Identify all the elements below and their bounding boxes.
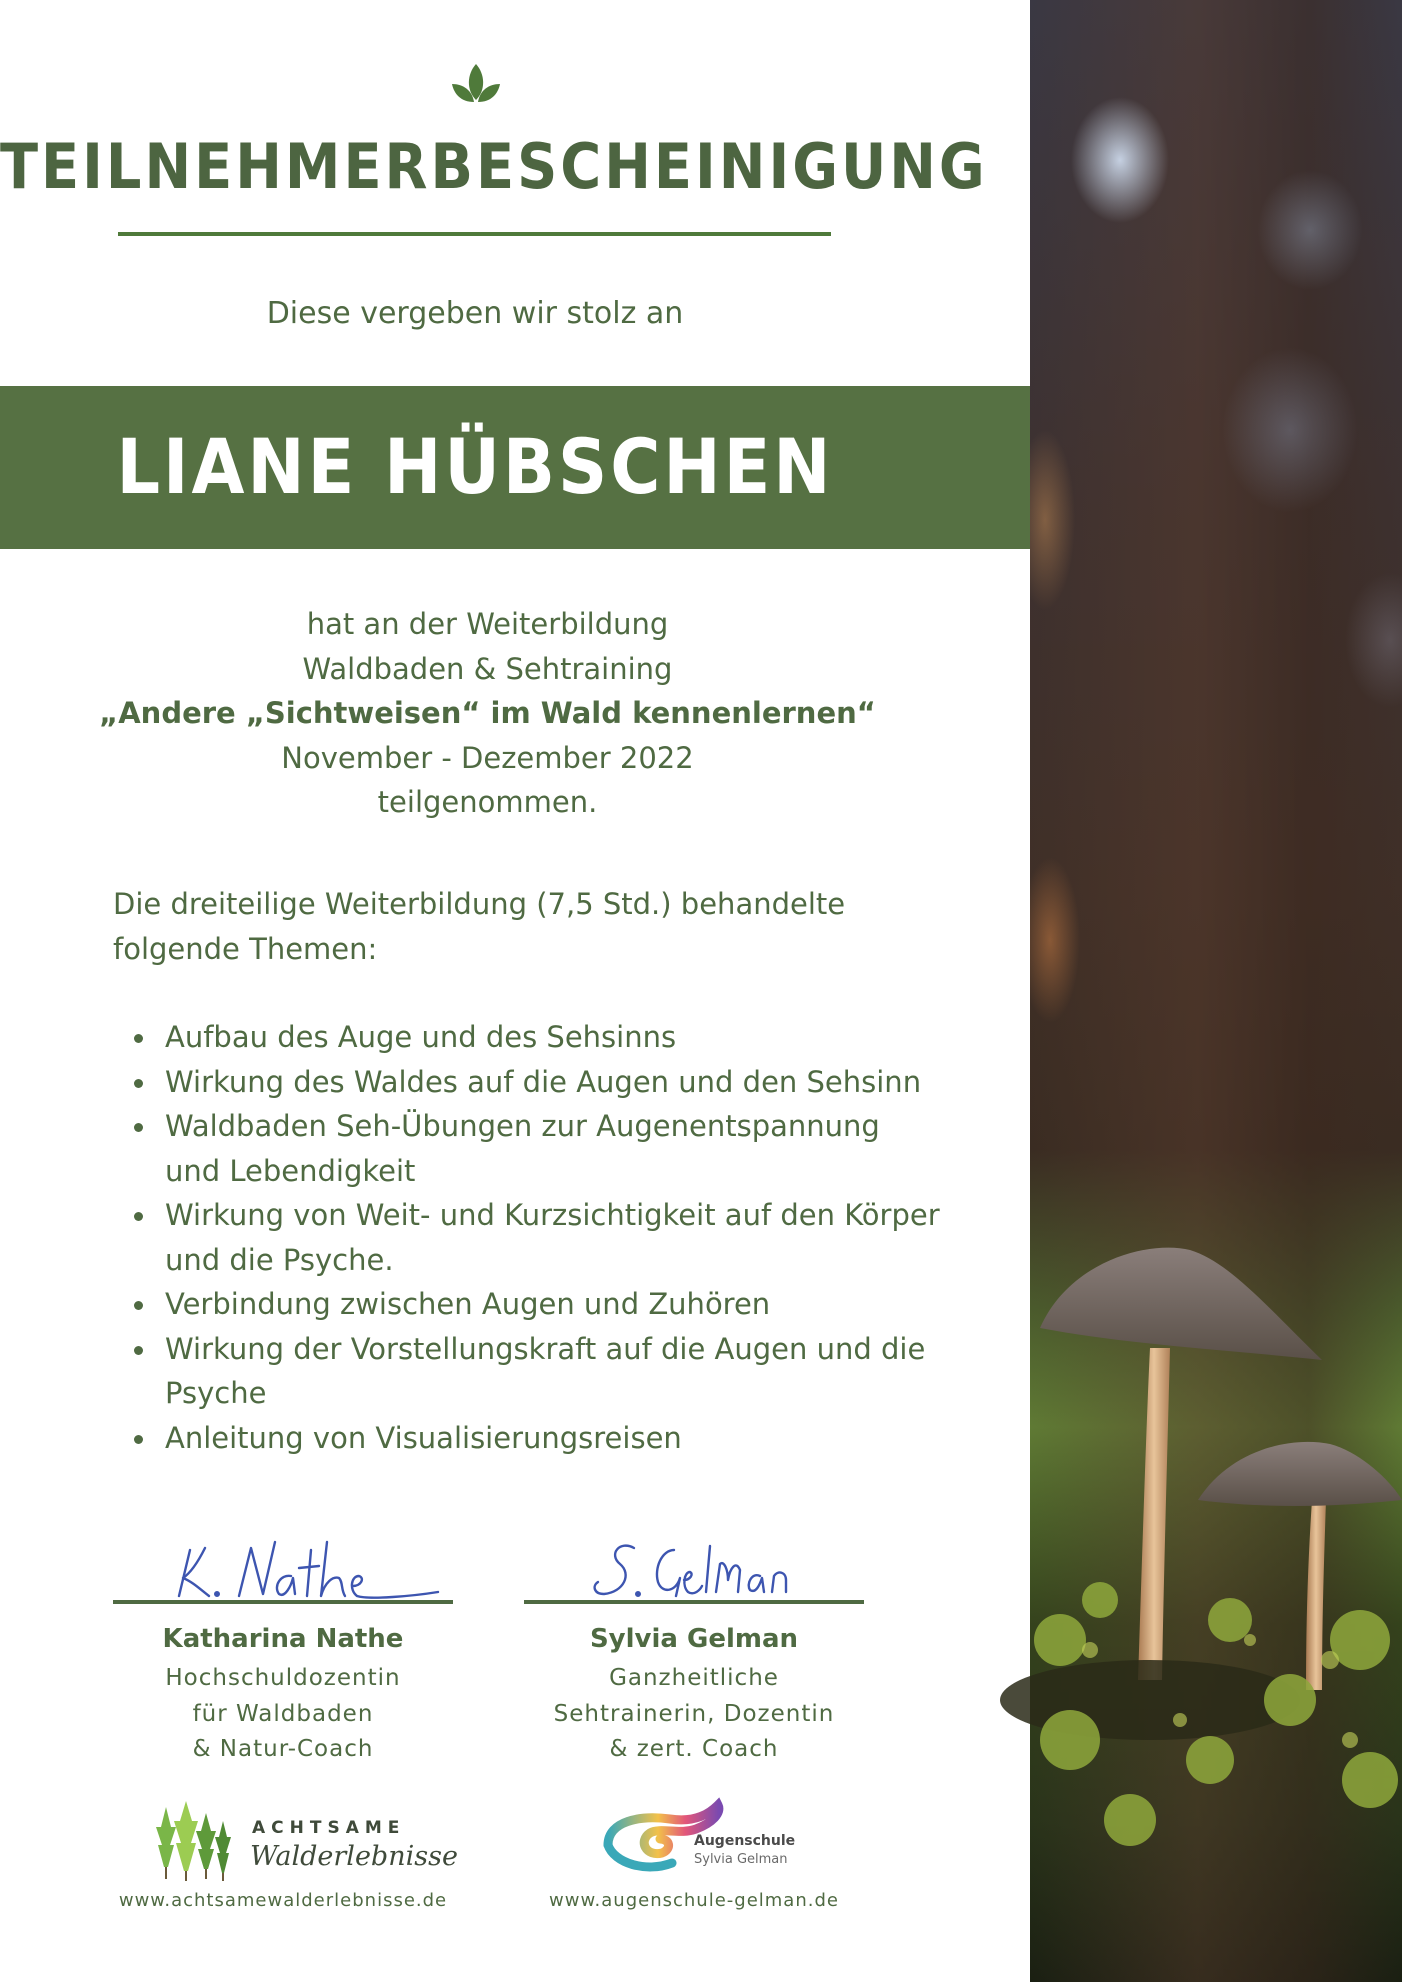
list-item: Wirkung von Weit- und Kurzsichtigkeit auf den Körper und die Psyche. [165, 1193, 1005, 1282]
list-item: Wirkung des Waldes auf die Augen und den Sehsinn [165, 1060, 1005, 1105]
course-line: Waldbaden & Sehtraining [302, 651, 673, 686]
course-description [0, 602, 975, 825]
signature-block-nathe [113, 1520, 453, 1768]
title-underline [118, 232, 831, 236]
list-item: Waldbaden Seh-Übungen zur Augenentspannung und Lebendigkeit [165, 1104, 1005, 1193]
augenschule-logo [600, 1797, 800, 1877]
themes-list [113, 1015, 1005, 1460]
svg-text:Walderlebnisse: Walderlebnisse [250, 1841, 458, 1872]
website-link[interactable]: www.augenschule-gelman.de [549, 1890, 839, 1911]
handwritten-signature [113, 1520, 453, 1602]
recipient-name: LIANE HÜBSCHEN [116, 422, 834, 511]
signer-role: Hochschuldozentin für Waldbaden & Natur-Coach [165, 1665, 401, 1762]
course-title: „Andere „Sichtweisen“ im Wald kennenlernen“ [99, 696, 876, 730]
themes-intro-line: folgende Themen: [113, 931, 378, 966]
website-link[interactable]: www.achtsamewalderlebnisse.de [118, 1890, 448, 1911]
forest-mushroom-photo [1030, 0, 1402, 1982]
themes-intro-line: Die dreiteilige Weiterbildung (7,5 Std.) behandelte [113, 887, 846, 921]
mushroom-illustration [1030, 0, 1402, 1982]
signature-line [113, 1600, 453, 1604]
signer-role: Ganzheitliche Sehtrainerin, Dozentin & zert. Coach [553, 1665, 835, 1762]
course-date: November - Dezember 2022 [281, 740, 694, 775]
course-line: teilgenommen. [377, 785, 598, 819]
list-item: Aufbau des Auge und des Sehsinns [165, 1015, 1005, 1060]
svg-text:Augenschule: Augenschule [694, 1833, 796, 1849]
list-item: Anleitung von Visualisierungsreisen [165, 1416, 1005, 1461]
signer-name: Sylvia Gelman [589, 1624, 799, 1654]
svg-text:ACHTSAME: ACHTSAME [252, 1818, 406, 1838]
themes-intro [113, 882, 873, 971]
signature-block-gelman [524, 1520, 864, 1768]
list-item: Wirkung der Vorstellungskraft auf die Augen und die Psyche [165, 1327, 1005, 1416]
course-line: hat an der Weiterbildung [306, 607, 669, 641]
svg-text:Sylvia Gelman: Sylvia Gelman [694, 1852, 788, 1867]
achtsame-walderlebnisse-logo [150, 1797, 458, 1881]
signature-line [524, 1600, 864, 1604]
intro-text: Diese vergeben wir stolz an [266, 296, 684, 331]
list-item: Verbindung zwischen Augen und Zuhören [165, 1282, 1005, 1327]
handwritten-signature [524, 1520, 864, 1602]
certificate-title: TEILNEHMERBESCHEINIGUNG [0, 130, 988, 203]
leaf-icon [451, 60, 501, 106]
recipient-band [0, 386, 1030, 549]
signer-name: Katharina Nathe [162, 1624, 404, 1654]
